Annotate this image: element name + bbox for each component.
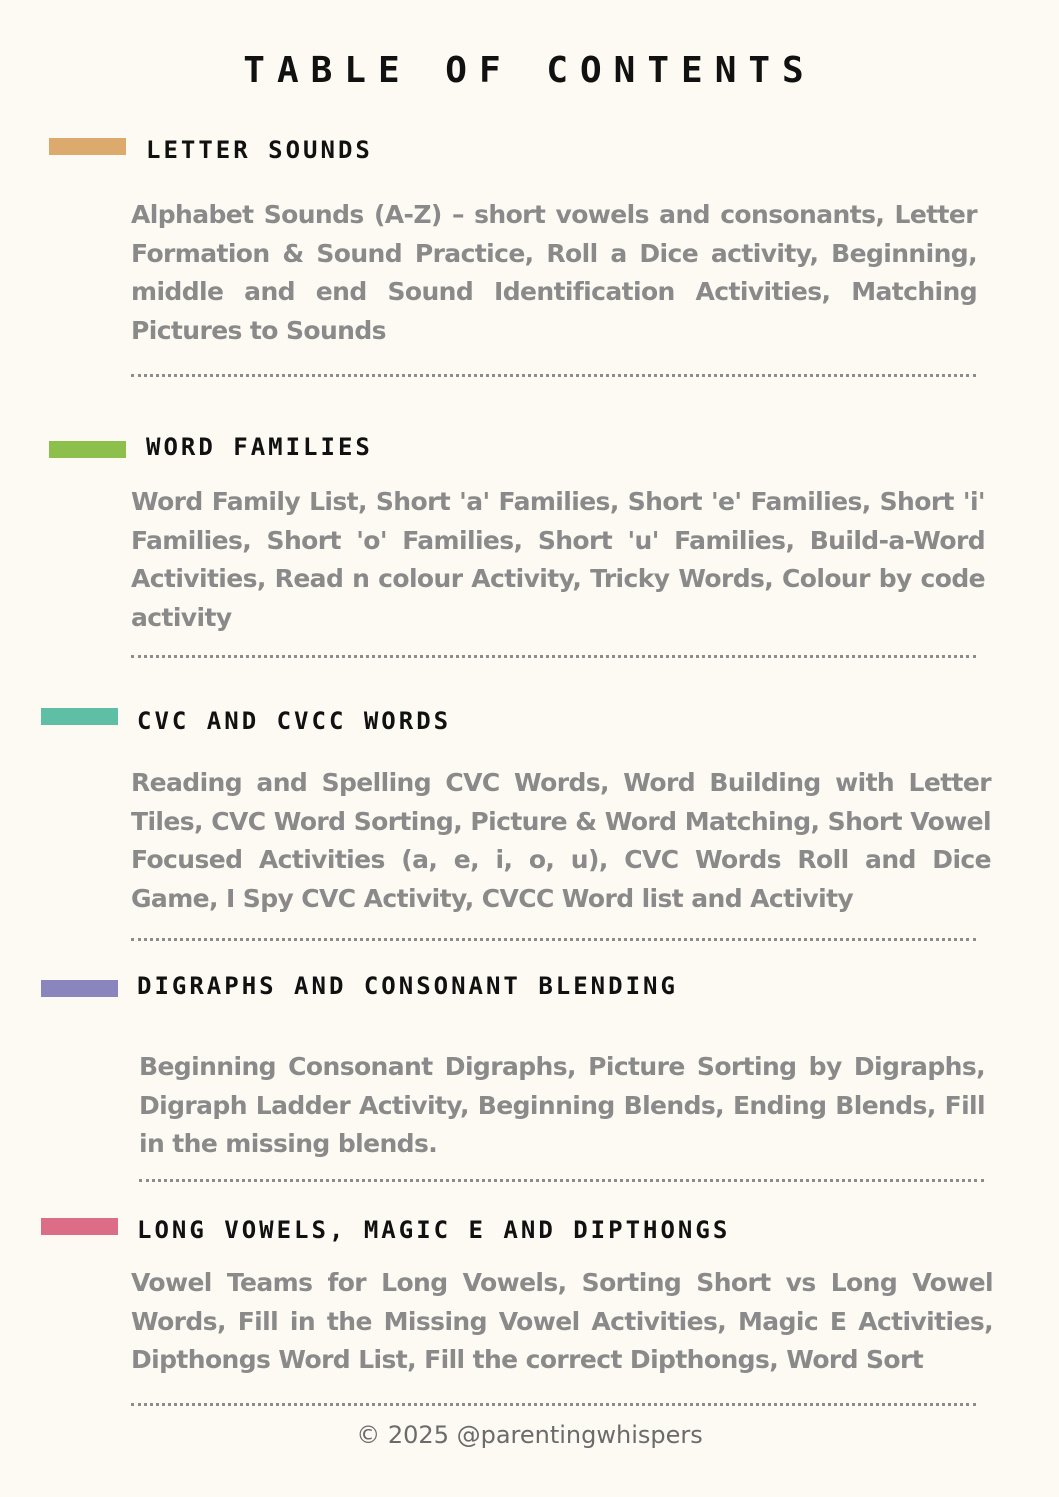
color-bar — [49, 441, 126, 458]
color-bar — [41, 980, 118, 997]
section-divider — [131, 374, 976, 377]
copyright-footer: © 2025 @parentingwhispers — [356, 1421, 703, 1449]
section-description: Beginning Consonant Digraphs, Picture Sorting by Digraphs, Digraph Ladder Activity, Beginning Blends, Ending Blends, Fill in the missing blends. — [139, 1052, 985, 1159]
section-heading: WORD FAMILIES — [146, 433, 373, 461]
page-title: TABLE OF CONTENTS — [243, 50, 816, 91]
section-divider — [131, 1403, 976, 1406]
section-divider — [139, 1179, 984, 1182]
section-description: Word Family List, Short 'a' Families, Short 'e' Families, Short 'i' Families, Short 'o' Families, Short 'u' Families, Build-a-Word Activities, Read n colour Activity, Tricky Words, Colour by code activity — [131, 487, 985, 633]
color-bar — [49, 138, 126, 155]
section-divider — [131, 655, 976, 658]
color-bar — [41, 1218, 118, 1235]
section-divider — [131, 938, 976, 941]
section-description: Alphabet Sounds (A-Z) – short vowels and consonants, Letter Formation & Sound Practice, Roll a Dice activity, Beginning, middle and end Sound Identification Activities, Matching Pictures to Sounds — [131, 200, 977, 346]
section-description: Vowel Teams for Long Vowels, Sorting Short vs Long Vowel Words, Fill in the Missing Vowel Activities, Magic E Activities, Dipthongs Word List, Fill the correct Dipthongs, Word Sort — [131, 1268, 993, 1375]
section-heading: LONG VOWELS, MAGIC E AND DIPTHONGS — [137, 1216, 731, 1244]
color-bar — [41, 708, 118, 725]
section-heading: DIGRAPHS AND CONSONANT BLENDING — [137, 972, 678, 1000]
section-heading: LETTER SOUNDS — [146, 136, 373, 164]
section-heading: CVC AND CVCC WORDS — [137, 707, 452, 735]
section-description: Reading and Spelling CVC Words, Word Building with Letter Tiles, CVC Word Sorting, Picture & Word Matching, Short Vowel Focused Activities (a, e, i, o, u), CVC Words Roll and Dice Game, I Spy CVC Activity, CVCC Word list and Activity — [131, 768, 991, 914]
